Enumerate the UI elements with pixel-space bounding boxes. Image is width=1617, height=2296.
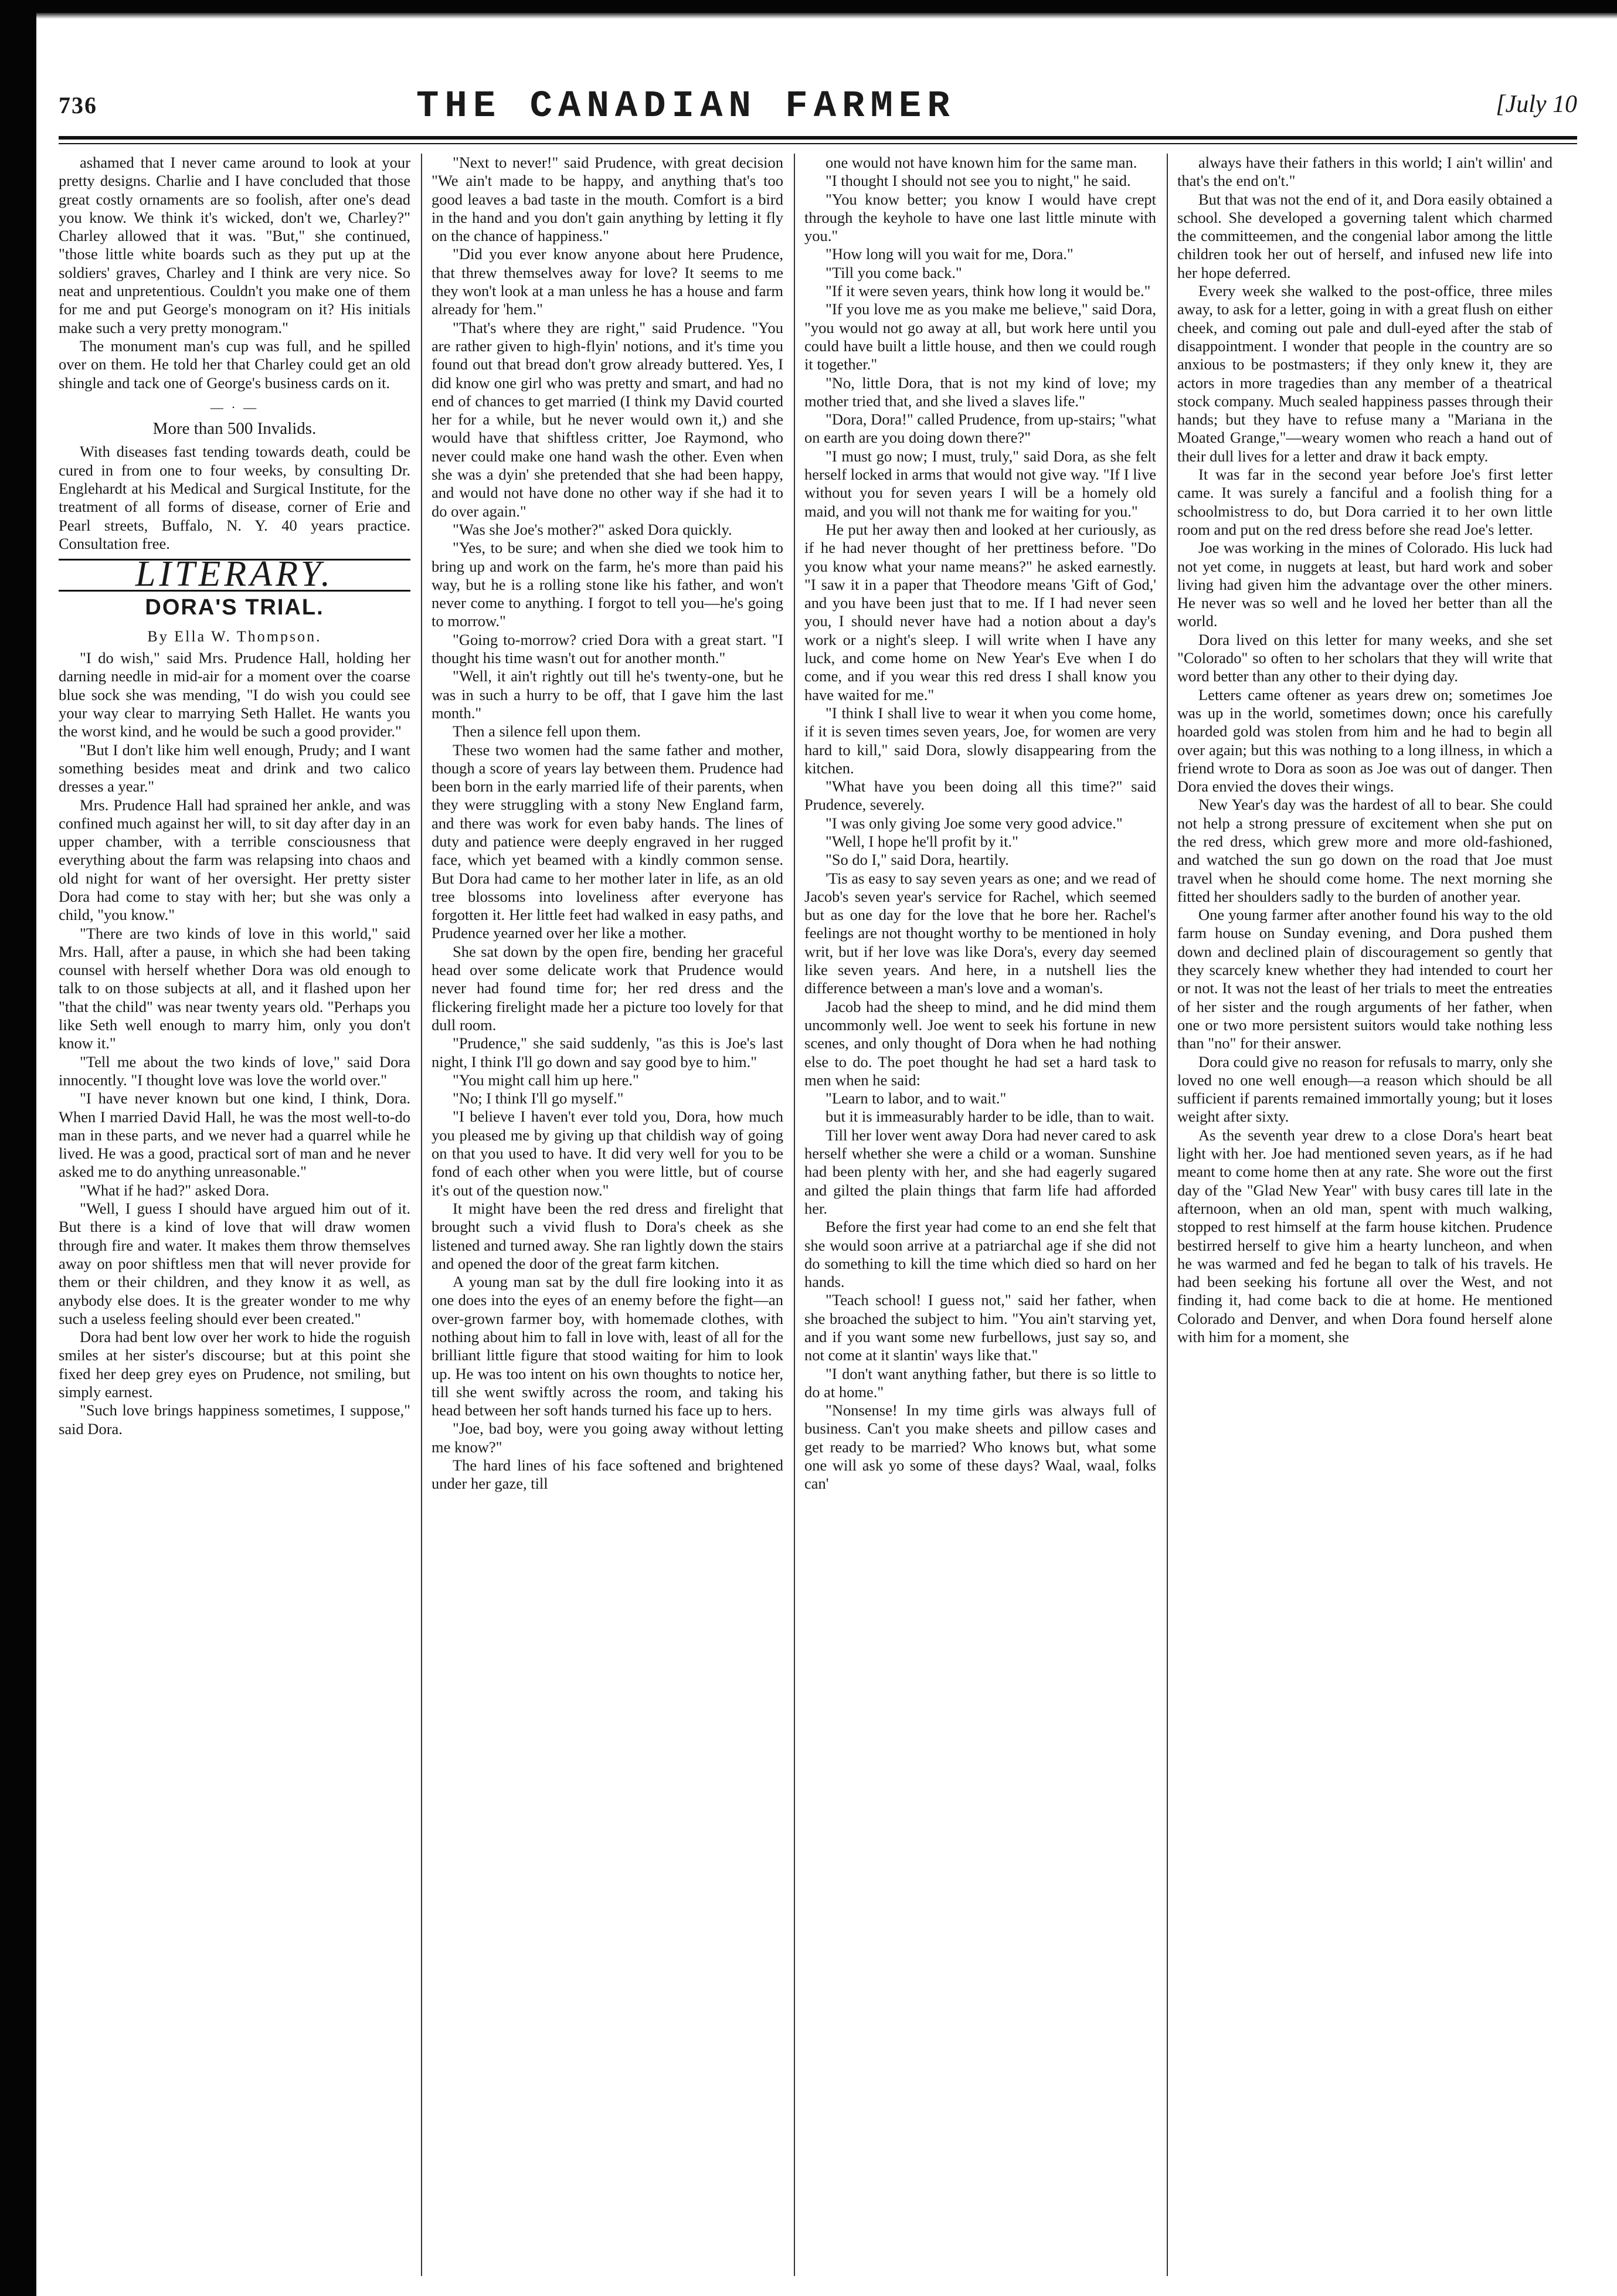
- masthead-title: THE CANADIAN FARMER: [416, 86, 956, 128]
- story-paragraph: She sat down by the open fire, bending her graceful head over some delicate work that Prudence would never had found time for; her red dress and the flickering firelight made her a picture too lovely for that dull room.: [432, 942, 783, 1034]
- story-paragraph: New Year's day was the hardest of all to bear. She could not help a strong pressure of excitement when she put on the red dress, which grew more and more old-fashioned, and watched the sun go down on the road that Joe must travel when he should come home. The next morning she fitted her shoulders sadly to the burden of another year.: [1177, 796, 1553, 905]
- advertisement-title: More than 500 Invalids.: [152, 419, 317, 439]
- story-paragraph: "Well, it ain't rightly out till he's twenty-one, but he was in such a hurry to be off, that I gave him the last month.": [432, 667, 783, 722]
- story-paragraph: Letters came oftener as years drew on; sometimes Joe was up in the world, sometimes down; once his carefully hoarded gold was stolen from him and he had to begin all over again; but this was nothing to a long illness, in which a friend wrote to Dora as soon as Joe was out of danger. Then Dora envied the doves their wings.: [1177, 685, 1553, 796]
- story-paragraph: It was far in the second year before Joe's first letter came. It was surely a fanciful and a foolish thing for a schoolmistress to do, but Dora carried it to her own little room and put on the red dress before she read Joe's letter.: [1177, 466, 1553, 538]
- story-paragraph: Every week she walked to the post-office, three miles away, to ask for a letter, going in with a great flush on either cheek, and coming out pale and dull-eyed after the stab of disappointment. I wonder that people in the country are so anxious to be postmasters; if they only knew it, they are actors in more tragedies than any member of a theatrical stock company. Much sealed happiness passes through their hands; but they have to refuse many a "Mariana in the Moated Grange,"—weary women who reach a hand out of their dull lives for a letter and draw it back empty.: [1177, 282, 1553, 465]
- story-paragraph: "No; I think I'll go myself.": [453, 1089, 624, 1108]
- story-paragraph: Till her lover went away Dora had never cared to ask herself whether she were a child or a woman. Sunshine had been plenty with her, and she had eagerly sugared and gilted the plain things that farm life had afforded her.: [804, 1126, 1156, 1217]
- story-paragraph: "But I don't like him well enough, Prudy; and I want something besides meat and drink and two calico dresses a year.": [59, 741, 410, 796]
- story-paragraph: "Going to-morrow? cried Dora with a great start. "I thought his time wasn't out for another month.": [432, 630, 783, 667]
- column-1-intro: [59, 154, 410, 392]
- section-heading-literary: LITERARY.: [59, 559, 410, 591]
- story-paragraph: "I do wish," said Mrs. Prudence Hall, holding her darning needle in mid-air for a moment over the coarse blue sock she was mending, "I do wish you could see your way clear to marrying Seth Hallet. He wants you the worst kind, and he would be such a good provider.": [59, 649, 410, 741]
- story-paragraph: "Till you come back.": [826, 263, 962, 281]
- column-rule-1: [421, 154, 422, 2276]
- story-paragraph: "Did you ever know anyone about here Prudence, that threw themselves away for love? It seems to me they won't look at a man unless he has a house and farm already for 'hem.": [432, 245, 783, 318]
- story-paragraph: "I must go now; I must, truly," said Dora, as she felt herself locked in arms that would not give way. "If I live without you for seven years I will be a homely old maid, and you will not thank me for waiting for you.": [804, 447, 1156, 520]
- story-paragraph: "Joe, bad boy, were you going away without letting me know?": [432, 1419, 783, 1456]
- story-paragraph: "Such love brings happiness sometimes, I suppose," said Dora.: [59, 1401, 410, 1438]
- story-paragraph: "Well, I guess I should have argued him out of it. But there is a kind of love that will draw women through fire and water. It makes them throw themselves away on poor shiftless men that will never provide for them or their children, and they know it as well, as anybody else does. It is the greater wonder to me why such a useless feeling should ever been created.": [59, 1200, 410, 1327]
- story-paragraph: Then a silence fell upon them.: [453, 722, 641, 741]
- story-paragraph: "How long will you wait for me, Dora.": [826, 245, 1074, 263]
- column-2: [432, 154, 783, 2276]
- story-paragraph: "Next to never!" said Prudence, with great decision "We ain't made to be happy, and anything that's too good leaves a bad taste in the mouth. Comfort is a bird in the hand and you don't gain anything by letting it fly on the chance of happiness.": [432, 154, 783, 245]
- story-paragraph: He put her away then and looked at her curiously, as if he had never thought of her prettiness before. "Do you know what your name means?" he asked earnestly. "I saw it in a paper that Theodore means 'Gift of God,' and you have been just that to me. If I had never seen you, I should never have had a notion about a day's work or a night's sleep. I will write when I have any luck, and come home on New Year's Eve when I do come, and if you wear this red dress I shall know you have waited for me.": [804, 520, 1156, 704]
- separator-dash: — · —: [210, 399, 259, 415]
- story-paragraph: "If you love me as you make me believe," said Dora, "you would not go away at all, but work here until you could have built a little house, and then we could rough it together.": [804, 300, 1156, 373]
- page-left-edge: [0, 0, 36, 2296]
- page-number: 736: [59, 92, 97, 118]
- story-paragraph: 'Tis as easy to say seven years as one; and we read of Jacob's seven year's service for Rachel, which seemed but as one day for the love that he bore her. Rachel's feelings are not thought worthy to be mentioned in holy writ, but if her love was like Dora's, every day seemed like seven years. And here, in a nutshell lies the difference between a man's love and a woman's.: [804, 869, 1156, 997]
- story-paragraph: "There are two kinds of love in this world," said Mrs. Hall, after a pause, in which she had been taking counsel with herself whether Dora was old enough to talk to on those subjects at all, and it flashed upon her "that the child" was near twenty years old. "Perhaps you like Seth well enough to marry him, only you don't know it.": [59, 924, 410, 1052]
- story-title: DORA'S TRIAL.: [145, 595, 324, 620]
- story-paragraph: always have their fathers in this world; I ain't willin' and that's the end on't.": [1177, 154, 1553, 190]
- page-header: [59, 69, 1577, 134]
- story-paragraph: "I think I shall live to wear it when you come home, if it is seven times seven years, Joe, for women are very hard to kill," said Dora, slowly disappearing from the kitchen.: [804, 704, 1156, 777]
- page-top-edge: [0, 0, 1617, 13]
- story-paragraph: One young farmer after another found his way to the old farm house on Sunday evening, and Dora pushed them down and declined plain of discouragement so gently that they scarcely knew whether they had intended to court her or not. It was not the least of her trials to meet the entreaties of her sister and the rough arguments of her father, when one or two more persistent suitors would take nothing less than "no" for their answer.: [1177, 906, 1553, 1052]
- story-paragraph: "Prudence," she said suddenly, "as this is Joe's last night, I think I'll go down and say good bye to him.": [432, 1034, 783, 1071]
- column-rule-3: [1167, 154, 1168, 2276]
- story-paragraph: "Nonsense! In my time girls was always full of business. Can't you make sheets and pillow cases and get ready to be married? Who knows but, what some one will ask yo some of these days? Waal, waal, folks can': [804, 1401, 1156, 1493]
- story-paragraph: These two women had the same father and mother, though a score of years lay between them. Prudence had been born in the early married life of their parents, when they were struggling with a stony New England farm, and there was work for even baby hands. The lines of duty and patience were deeply engraved in her rugged face, which yet beamed with a kindly common sense. But Dora had came to her mother later in life, as an old tree blossoms into loveliness after everyone has forgotten it. Her little feet had walked in easy paths, and Prudence yearned over her like a mother.: [432, 741, 783, 942]
- story-paragraph: But that was not the end of it, and Dora easily obtained a school. She developed a governing talent which charmed the committeemen, and the congenial labor among the little children took her out of herself, and infused new life into her hope deferred.: [1177, 190, 1553, 281]
- article-paragraph: ashamed that I never came around to look at your pretty designs. Charlie and I have concluded that those great costly ornaments are so foolish, after one's dead you know. We think it's wicked, don't we, Charley?" Charley allowed that it was. "But," she continued, "those little white boards such as they put up at the soldiers' graves, Charley and I think are very nice. So neat and unpretentious. Couldn't you make one of them for me and put George's monogram on it? His initials make such a very pretty monogram.": [59, 154, 410, 337]
- story-paragraph: Joe was working in the mines of Colorado. His luck had not yet come, in nuggets at least, but hard work and sober living had given him the advantage over the other miners. He never was so well and he loved her better than all the world.: [1177, 539, 1553, 630]
- story-paragraph: "What have you been doing all this time?" said Prudence, severely.: [804, 777, 1156, 814]
- issue-date: [July 10: [1496, 91, 1577, 118]
- column-3: [804, 154, 1156, 2276]
- story-paragraph: "Was she Joe's mother?" asked Dora quickly.: [453, 520, 732, 538]
- story-paragraph: "Yes, to be sure; and when she died we took him to bring up and work on the farm, he's more than paid his way, but he is a rolling stone like his father, and won't never come to anything. I forgot to tell you—he's going to morrow.": [432, 539, 783, 630]
- header-rule: [59, 136, 1577, 144]
- story-byline: By Ella W. Thompson.: [147, 627, 322, 645]
- story-paragraph: Dora could give no reason for refusals to marry, only she loved no one well enough—a reason which should be all sufficient if parents remained immortally young; but it loses weight after sixty.: [1177, 1052, 1553, 1126]
- story-paragraph: "Tell me about the two kinds of love," said Dora innocently. "I thought love was love the world over.": [59, 1052, 410, 1089]
- story-paragraph: As the seventh year drew to a close Dora's heart beat light with her. Joe had mentioned seven years, as if he had meant to come home then at any rate. She wore out the first day of the "Glad New Year" with busy cares till late in the afternoon, when an old man, spent with much walking, stopped to rest himself at the farm house kitchen. Prudence bestirred herself to give him a hearty luncheon, and when he was warmed and fed he began to talk of his travels. He had been seeking his fortune all over the West, and not finding it, had come back to die at home. He mentioned Colorado and Denver, and when Dora found herself alone with him for a moment, she: [1177, 1126, 1553, 1346]
- story-paragraph: Jacob had the sheep to mind, and he did mind them uncommonly well. Joe went to seek his fortune in new scenes, and only thought of Dora when he had nothing else to do. The poet thought he had set a hard task to men when he said:: [804, 997, 1156, 1089]
- story-paragraph: "I don't want anything father, but there is so little to do at home.": [804, 1364, 1156, 1401]
- story-paragraph: "That's where they are right," said Prudence. "You are rather given to high-flyin' notions, and it's time you found out that bread don't grow already buttered. Yes, I did know one girl who was pretty and smart, and had no end of chances to get married (I think my David courted her for a while, but he never would own it,) and she would have that shiftless critter, Joe Raymond, who never could make one hand wash the other. Even when she was a dyin' she pretended that she had been happy, and would not have done no other way if she had it to do over again.": [432, 318, 783, 520]
- story-paragraph: "Learn to labor, and to wait.": [826, 1089, 1007, 1108]
- story-paragraph: "So do I," said Dora, heartily.: [826, 851, 1009, 869]
- column-1-story: [59, 649, 410, 1438]
- story-paragraph: "Well, I hope he'll profit by it.": [826, 832, 1018, 850]
- story-paragraph: but it is immeasurably harder to be idle, than to wait.: [826, 1108, 1154, 1126]
- story-paragraph: Mrs. Prudence Hall had sprained her ankle, and was confined much against her will, to sit day after day in an upper chamber, with a terrible consciousness that everything about the farm was relapsing into chaos and old night for want of her oversight. Her pretty sister Dora had come to stay with her; but she was only a child, "you know.": [59, 796, 410, 924]
- story-paragraph: "You know better; you know I would have crept through the keyhole to have one last little minute with you.": [804, 190, 1156, 245]
- story-paragraph: A young man sat by the dull fire looking into it as one does into the eyes of an enemy before the fight—an over-grown farmer boy, with homemade clothes, with nothing about him to fall in love with, least of all for the brilliant little figure that stood waiting for him to look up. He was too intent on his own thoughts to notice her, till she went swiftly across the room, and taking his head between her soft hands turned his face up to hers.: [432, 1273, 783, 1419]
- article-paragraph: The monument man's cup was full, and he spilled over on them. He told her that Charley could get an old shingle and tack one of George's business cards on it.: [59, 337, 410, 392]
- story-paragraph: Dora lived on this letter for many weeks, and she set "Colorado" so often to her scholars that they will write that word better than any other to their dying day.: [1177, 630, 1553, 685]
- column-4: [1177, 154, 1553, 2276]
- story-paragraph: It might have been the red dress and firelight that brought such a vivid flush to Dora's cheek as she listened and turned away. She ran lightly down the stairs and opened the door of the great farm kitchen.: [432, 1199, 783, 1272]
- story-paragraph: "If it were seven years, think how long it would be.": [826, 282, 1151, 300]
- page-top-shadow: [0, 13, 1617, 19]
- column-1: [59, 154, 410, 2276]
- story-paragraph: "I was only giving Joe some very good advice.": [826, 814, 1123, 832]
- story-paragraph: "I thought I should not see you to night," he said.: [826, 172, 1131, 190]
- story-paragraph: "Dora, Dora!" called Prudence, from up-stairs; "what on earth are you doing down there?": [804, 410, 1156, 447]
- story-paragraph: "No, little Dora, that is not my kind of love; my mother tried that, and she lived a slaves life.": [804, 373, 1156, 410]
- story-paragraph: "I believe I haven't ever told you, Dora, how much you pleased me by giving up that childish way of going on that you used to have. It did very well for you to be fond of each other when you were little, but of course it's out of the question now.": [432, 1108, 783, 1199]
- column-rule-2: [794, 154, 795, 2276]
- advertisement-text: With diseases fast tending towards death, could be cured in from one to four weeks, by consulting Dr. Englehardt at his Medical and Surgical Institute, for the treatment of all forms of disease, corner of Erie and Pearl streets, Buffalo, N. Y. 40 years practice. Consultation free.: [59, 443, 410, 552]
- story-paragraph: Dora had bent low over her work to hide the roguish smiles at her sister's discourse; but at this point she fixed her deep grey eyes on Prudence, not smiling, but simply earnest.: [59, 1328, 410, 1401]
- story-paragraph: Before the first year had come to an end she felt that she would soon arrive at a patriarchal age if she did not do something to kill the time which died so hard on her hands.: [804, 1218, 1156, 1291]
- story-paragraph: The hard lines of his face softened and brightened under her gaze, till: [432, 1456, 783, 1493]
- story-paragraph: one would not have known him for the same man.: [826, 154, 1137, 171]
- story-paragraph: "Teach school! I guess not," said her father, when she broached the subject to him. "You ain't starving yet, and if you want some new furbellows, just say so, and not come at it slantin' ways like that.": [804, 1291, 1156, 1364]
- story-paragraph: "I have never known but one kind, I think, Dora. When I married David Hall, he was the most well-to-do man in these parts, and we never had a quarrel while he lived. He was a good, practical sort of man and he never asked me to do anything unreasonable.": [59, 1089, 410, 1181]
- story-paragraph: "What if he had?" asked Dora.: [80, 1181, 270, 1199]
- story-paragraph: "You might call him up here.": [453, 1071, 639, 1089]
